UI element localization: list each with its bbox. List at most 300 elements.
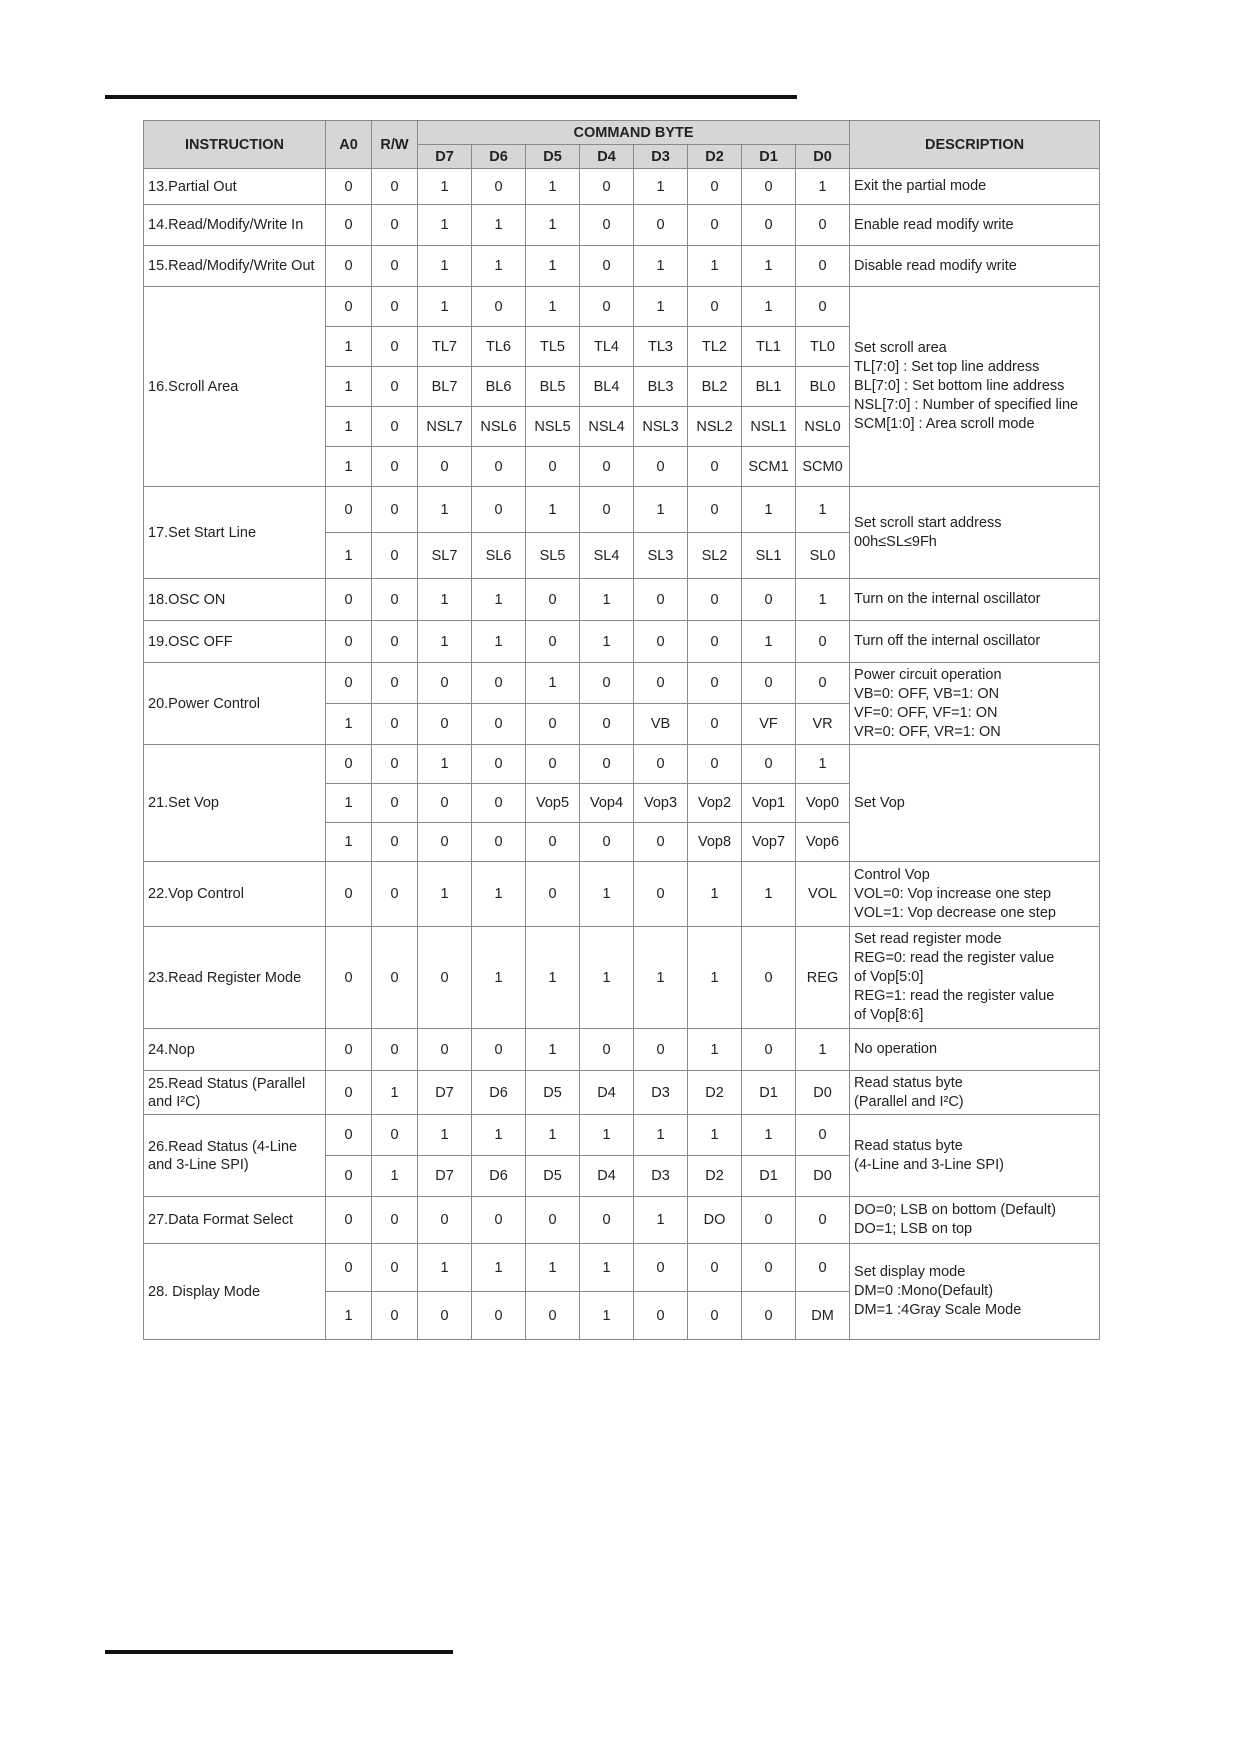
instruction-name: 16.Scroll Area xyxy=(144,287,326,487)
instruction-name: 21.Set Vop xyxy=(144,745,326,862)
bit-d5-value: 1 xyxy=(526,1029,580,1071)
bit-d5-value: 1 xyxy=(526,1244,580,1292)
bit-d5-value: 0 xyxy=(526,1197,580,1244)
description-line: VF=0: OFF, VF=1: ON xyxy=(854,704,998,721)
a0-value: 0 xyxy=(326,1244,372,1292)
bit-d1-value: BL1 xyxy=(742,367,796,407)
table-row xyxy=(144,169,1100,205)
description-line: Disable read modify write xyxy=(854,257,1017,274)
bit-d4-value: D4 xyxy=(580,1071,634,1115)
rw-value: 0 xyxy=(372,327,418,367)
rw-value: 0 xyxy=(372,367,418,407)
bit-d4-value: Vop4 xyxy=(580,784,634,823)
bit-d1-value: 0 xyxy=(742,927,796,1029)
bit-d5-value: 0 xyxy=(526,823,580,862)
bit-d3-value: 0 xyxy=(634,621,688,663)
bit-d2-value: 0 xyxy=(688,1292,742,1340)
bit-d0-value: 0 xyxy=(796,287,850,327)
header-rw: R/W xyxy=(372,121,418,169)
description-line: SCM[1:0] : Area scroll mode xyxy=(854,416,1035,432)
bit-d4-value: 1 xyxy=(580,862,634,927)
instruction-name: 26.Read Status (4-Line and 3-Line SPI) xyxy=(144,1115,326,1197)
bit-d1-value: SL1 xyxy=(742,533,796,579)
rw-value: 1 xyxy=(372,1156,418,1197)
bit-d7-value: TL7 xyxy=(418,327,472,367)
bit-d1-value: 0 xyxy=(742,1244,796,1292)
a0-value: 1 xyxy=(326,447,372,487)
bit-d6-value: SL6 xyxy=(472,533,526,579)
instruction-description xyxy=(850,1071,1100,1115)
description-line: Set scroll start address xyxy=(854,514,1002,531)
command-table xyxy=(143,120,1100,1340)
bit-d4-value: 0 xyxy=(580,1029,634,1071)
bit-d1-value: 0 xyxy=(742,1292,796,1340)
table-row xyxy=(144,1071,1100,1115)
bit-d7-value: 1 xyxy=(418,287,472,327)
a0-value: 0 xyxy=(326,745,372,784)
bit-d6-value: 1 xyxy=(472,1244,526,1292)
bit-d6-value: 0 xyxy=(472,1292,526,1340)
bit-d0-value: DM xyxy=(796,1292,850,1340)
bit-d4-value: 1 xyxy=(580,1244,634,1292)
a0-value: 0 xyxy=(326,169,372,205)
bit-d1-value: Vop1 xyxy=(742,784,796,823)
instruction-description xyxy=(850,1244,1100,1340)
bit-d5-value: Vop5 xyxy=(526,784,580,823)
bit-d1-value: Vop7 xyxy=(742,823,796,862)
bit-d3-value: D3 xyxy=(634,1071,688,1115)
rw-value: 0 xyxy=(372,246,418,287)
instruction-name: 20.Power Control xyxy=(144,663,326,745)
bit-d2-value: D2 xyxy=(688,1071,742,1115)
table-row xyxy=(144,1029,1100,1071)
bit-d3-value: 0 xyxy=(634,823,688,862)
instruction-description xyxy=(850,287,1100,487)
rw-value: 0 xyxy=(372,663,418,704)
bit-d3-value: 0 xyxy=(634,663,688,704)
bit-d5-value: 0 xyxy=(526,862,580,927)
instruction-description xyxy=(850,205,1100,246)
a0-value: 0 xyxy=(326,1156,372,1197)
description-line: Exit the partial mode xyxy=(854,178,987,194)
bit-d7-value: 0 xyxy=(418,1292,472,1340)
bit-d6-value: 0 xyxy=(472,447,526,487)
bit-d2-value: 1 xyxy=(688,862,742,927)
bit-d4-value: 1 xyxy=(580,579,634,621)
bit-d3-value: 1 xyxy=(634,1115,688,1156)
bit-d7-value: 0 xyxy=(418,447,472,487)
bit-d3-value: 0 xyxy=(634,1244,688,1292)
bit-d6-value: 0 xyxy=(472,745,526,784)
description-line: Set Vop xyxy=(854,794,905,811)
a0-value: 0 xyxy=(326,287,372,327)
bit-d3-value: 0 xyxy=(634,1292,688,1340)
bit-d6-value: 1 xyxy=(472,579,526,621)
description-line: REG=0: read the register value xyxy=(854,950,1055,966)
bit-d0-value: D0 xyxy=(796,1071,850,1115)
bit-d2-value: TL2 xyxy=(688,327,742,367)
description-line: Set scroll area xyxy=(854,340,947,356)
bit-d3-value: 0 xyxy=(634,1029,688,1071)
bit-d6-value: 1 xyxy=(472,862,526,927)
bit-d1-value: 1 xyxy=(742,487,796,533)
bit-d2-value: BL2 xyxy=(688,367,742,407)
bit-d3-value: TL3 xyxy=(634,327,688,367)
bit-d3-value: 1 xyxy=(634,246,688,287)
rw-value: 0 xyxy=(372,1029,418,1071)
bit-d0-value: 1 xyxy=(796,169,850,205)
bit-d3-value: 0 xyxy=(634,745,688,784)
bit-d1-value: 0 xyxy=(742,745,796,784)
bit-d0-value: 1 xyxy=(796,487,850,533)
table-row xyxy=(144,621,1100,663)
description-line: VOL=0: Vop increase one step xyxy=(854,885,1052,902)
instruction-name: 22.Vop Control xyxy=(144,862,326,927)
description-line: DO=0; LSB on bottom (Default) xyxy=(854,1202,1056,1218)
bit-d4-value: D4 xyxy=(580,1156,634,1197)
bit-d5-value: 0 xyxy=(526,745,580,784)
bit-d1-value: 1 xyxy=(742,1115,796,1156)
bit-d3-value: NSL3 xyxy=(634,407,688,447)
bit-d5-value: 0 xyxy=(526,447,580,487)
description-line: VR=0: OFF, VR=1: ON xyxy=(854,723,1001,740)
command-table-body xyxy=(144,169,1100,1340)
header-description: DESCRIPTION xyxy=(850,121,1100,169)
a0-value: 0 xyxy=(326,1071,372,1115)
bit-d7-value: 1 xyxy=(418,862,472,927)
bit-d0-value: VOL xyxy=(796,862,850,927)
bit-d7-value: 0 xyxy=(418,1029,472,1071)
instruction-description xyxy=(850,246,1100,287)
instruction-description xyxy=(850,862,1100,927)
bit-d3-value: SL3 xyxy=(634,533,688,579)
a0-value: 0 xyxy=(326,579,372,621)
bit-d5-value: 1 xyxy=(526,487,580,533)
bit-d4-value: 1 xyxy=(580,1292,634,1340)
bit-d6-value: D6 xyxy=(472,1071,526,1115)
instruction-name: 17.Set Start Line xyxy=(144,487,326,579)
bit-d6-value: 1 xyxy=(472,246,526,287)
bit-d4-value: 0 xyxy=(580,246,634,287)
bit-d4-value: 1 xyxy=(580,927,634,1029)
bit-d3-value: VB xyxy=(634,704,688,745)
bit-d0-value: TL0 xyxy=(796,327,850,367)
rw-value: 0 xyxy=(372,487,418,533)
header-a0: A0 xyxy=(326,121,372,169)
table-row xyxy=(144,1115,1100,1156)
bit-d6-value: 0 xyxy=(472,287,526,327)
table-row xyxy=(144,663,1100,704)
rw-value: 0 xyxy=(372,287,418,327)
bit-d4-value: 0 xyxy=(580,205,634,246)
bit-d4-value: 0 xyxy=(580,745,634,784)
instruction-description xyxy=(850,579,1100,621)
description-line: No operation xyxy=(854,1041,938,1057)
bit-d0-value: 0 xyxy=(796,621,850,663)
header-bit-d1: D1 xyxy=(742,145,796,169)
bit-d1-value: 0 xyxy=(742,579,796,621)
rw-value: 1 xyxy=(372,1071,418,1115)
bit-d3-value: 1 xyxy=(634,487,688,533)
bit-d7-value: 0 xyxy=(418,704,472,745)
bit-d2-value: 0 xyxy=(688,621,742,663)
bit-d4-value: 1 xyxy=(580,1115,634,1156)
a0-value: 1 xyxy=(326,327,372,367)
a0-value: 0 xyxy=(326,862,372,927)
instruction-description xyxy=(850,1115,1100,1197)
description-line: (Parallel and I²C) xyxy=(854,1093,964,1110)
bit-d2-value: 0 xyxy=(688,169,742,205)
rw-value: 0 xyxy=(372,169,418,205)
a0-value: 1 xyxy=(326,533,372,579)
rw-value: 0 xyxy=(372,927,418,1029)
bit-d1-value: D1 xyxy=(742,1071,796,1115)
bit-d7-value: 1 xyxy=(418,1115,472,1156)
table-row xyxy=(144,1197,1100,1244)
bit-d7-value: SL7 xyxy=(418,533,472,579)
description-line: DM=1 :4Gray Scale Mode xyxy=(854,1302,1022,1318)
a0-value: 0 xyxy=(326,621,372,663)
bit-d5-value: D5 xyxy=(526,1071,580,1115)
bit-d1-value: VF xyxy=(742,704,796,745)
bit-d2-value: Vop2 xyxy=(688,784,742,823)
bit-d1-value: D1 xyxy=(742,1156,796,1197)
bit-d5-value: BL5 xyxy=(526,367,580,407)
rw-value: 0 xyxy=(372,621,418,663)
a0-value: 1 xyxy=(326,1292,372,1340)
description-line: Power circuit operation xyxy=(854,666,1002,683)
bit-d2-value: NSL2 xyxy=(688,407,742,447)
bit-d3-value: Vop3 xyxy=(634,784,688,823)
description-line: of Vop[8:6] xyxy=(854,1007,924,1023)
bit-d2-value: 1 xyxy=(688,246,742,287)
description-line: Set display mode xyxy=(854,1264,966,1280)
description-line: VOL=1: Vop decrease one step xyxy=(854,904,1056,921)
bit-d0-value: VR xyxy=(796,704,850,745)
header-bit-d6: D6 xyxy=(472,145,526,169)
instruction-name: 27.Data Format Select xyxy=(144,1197,326,1244)
instruction-description xyxy=(850,487,1100,579)
bit-d3-value: 1 xyxy=(634,927,688,1029)
a0-value: 0 xyxy=(326,246,372,287)
bit-d0-value: SL0 xyxy=(796,533,850,579)
bit-d7-value: 0 xyxy=(418,1197,472,1244)
bit-d0-value: REG xyxy=(796,927,850,1029)
bit-d7-value: 1 xyxy=(418,1244,472,1292)
bit-d5-value: 0 xyxy=(526,621,580,663)
bit-d3-value: 0 xyxy=(634,447,688,487)
instruction-description xyxy=(850,663,1100,745)
description-line: DO=1; LSB on top xyxy=(854,1221,973,1237)
bit-d1-value: 0 xyxy=(742,1197,796,1244)
description-line: DM=0 :Mono(Default) xyxy=(854,1283,994,1299)
description-line: REG=1: read the register value xyxy=(854,988,1055,1004)
bit-d7-value: 1 xyxy=(418,745,472,784)
bit-d5-value: TL5 xyxy=(526,327,580,367)
bit-d6-value: 1 xyxy=(472,621,526,663)
a0-value: 1 xyxy=(326,823,372,862)
bit-d4-value: 0 xyxy=(580,704,634,745)
a0-value: 1 xyxy=(326,784,372,823)
bit-d6-value: 0 xyxy=(472,784,526,823)
bit-d2-value: D2 xyxy=(688,1156,742,1197)
rw-value: 0 xyxy=(372,1292,418,1340)
bit-d2-value: 0 xyxy=(688,745,742,784)
bit-d5-value: NSL5 xyxy=(526,407,580,447)
bit-d2-value: 0 xyxy=(688,663,742,704)
rw-value: 0 xyxy=(372,862,418,927)
bit-d4-value: 0 xyxy=(580,447,634,487)
bit-d5-value: 0 xyxy=(526,704,580,745)
description-line: TL[7:0] : Set top line address xyxy=(854,359,1040,375)
bit-d0-value: 0 xyxy=(796,1197,850,1244)
bit-d6-value: D6 xyxy=(472,1156,526,1197)
rw-value: 0 xyxy=(372,579,418,621)
bit-d7-value: 1 xyxy=(418,579,472,621)
description-line: Read status byte xyxy=(854,1137,963,1154)
description-line: VB=0: OFF, VB=1: ON xyxy=(854,685,1000,702)
bit-d2-value: DO xyxy=(688,1197,742,1244)
instruction-name: 15.Read/Modify/Write Out xyxy=(144,246,326,287)
bit-d6-value: 0 xyxy=(472,823,526,862)
bit-d0-value: NSL0 xyxy=(796,407,850,447)
rw-value: 0 xyxy=(372,407,418,447)
bit-d0-value: 1 xyxy=(796,579,850,621)
bit-d7-value: D7 xyxy=(418,1071,472,1115)
bit-d5-value: SL5 xyxy=(526,533,580,579)
bit-d2-value: 0 xyxy=(688,287,742,327)
description-line: (4-Line and 3-Line SPI) xyxy=(854,1156,1004,1173)
bit-d7-value: D7 xyxy=(418,1156,472,1197)
bit-d2-value: 1 xyxy=(688,1029,742,1071)
header-bit-d7: D7 xyxy=(418,145,472,169)
description-line: Enable read modify write xyxy=(854,216,1014,233)
instruction-name: 23.Read Register Mode xyxy=(144,927,326,1029)
bit-d5-value: 0 xyxy=(526,1292,580,1340)
bit-d7-value: 1 xyxy=(418,169,472,205)
bit-d1-value: 1 xyxy=(742,246,796,287)
a0-value: 0 xyxy=(326,663,372,704)
bit-d1-value: SCM1 xyxy=(742,447,796,487)
table-row xyxy=(144,246,1100,287)
bit-d4-value: 1 xyxy=(580,621,634,663)
bit-d2-value: 0 xyxy=(688,1244,742,1292)
bit-d6-value: 0 xyxy=(472,487,526,533)
bit-d1-value: 0 xyxy=(742,169,796,205)
bit-d0-value: 0 xyxy=(796,663,850,704)
header-instruction: INSTRUCTION xyxy=(144,121,326,169)
bit-d4-value: 0 xyxy=(580,823,634,862)
bit-d0-value: BL0 xyxy=(796,367,850,407)
instruction-name: 18.OSC ON xyxy=(144,579,326,621)
bit-d0-value: Vop6 xyxy=(796,823,850,862)
bit-d0-value: 0 xyxy=(796,1244,850,1292)
bit-d7-value: 0 xyxy=(418,663,472,704)
bit-d6-value: 1 xyxy=(472,205,526,246)
bit-d2-value: 0 xyxy=(688,704,742,745)
bit-d1-value: 1 xyxy=(742,621,796,663)
header-bit-d2: D2 xyxy=(688,145,742,169)
description-line: Turn on the internal oscillator xyxy=(854,591,1041,607)
rw-value: 0 xyxy=(372,205,418,246)
rw-value: 0 xyxy=(372,533,418,579)
bit-d6-value: 0 xyxy=(472,1029,526,1071)
bit-d0-value: 0 xyxy=(796,246,850,287)
bit-d2-value: 0 xyxy=(688,447,742,487)
bit-d1-value: 0 xyxy=(742,663,796,704)
a0-value: 0 xyxy=(326,1115,372,1156)
description-line: NSL[7:0] : Number of specified line xyxy=(854,397,1079,413)
bit-d2-value: Vop8 xyxy=(688,823,742,862)
bit-d6-value: 0 xyxy=(472,663,526,704)
a0-value: 0 xyxy=(326,1029,372,1071)
table-row xyxy=(144,579,1100,621)
bit-d4-value: 0 xyxy=(580,287,634,327)
bit-d6-value: 1 xyxy=(472,927,526,1029)
bit-d1-value: 1 xyxy=(742,862,796,927)
bit-d0-value: Vop0 xyxy=(796,784,850,823)
bit-d5-value: 1 xyxy=(526,169,580,205)
table-row xyxy=(144,487,1100,533)
bit-d3-value: 1 xyxy=(634,287,688,327)
bit-d2-value: 1 xyxy=(688,927,742,1029)
instruction-description xyxy=(850,169,1100,205)
bit-d1-value: 0 xyxy=(742,1029,796,1071)
table-row xyxy=(144,205,1100,246)
header-command-byte: COMMAND BYTE xyxy=(418,121,850,145)
bit-d6-value: 0 xyxy=(472,169,526,205)
bit-d6-value: 0 xyxy=(472,704,526,745)
header-bit-d0: D0 xyxy=(796,145,850,169)
bit-d0-value: 0 xyxy=(796,205,850,246)
description-line: Turn off the internal oscillator xyxy=(854,633,1041,649)
bit-d4-value: BL4 xyxy=(580,367,634,407)
instruction-name: 19.OSC OFF xyxy=(144,621,326,663)
bit-d6-value: NSL6 xyxy=(472,407,526,447)
a0-value: 0 xyxy=(326,205,372,246)
bit-d6-value: 0 xyxy=(472,1197,526,1244)
bit-d7-value: 1 xyxy=(418,246,472,287)
bit-d6-value: BL6 xyxy=(472,367,526,407)
bit-d2-value: SL2 xyxy=(688,533,742,579)
a0-value: 0 xyxy=(326,927,372,1029)
bit-d4-value: TL4 xyxy=(580,327,634,367)
a0-value: 0 xyxy=(326,487,372,533)
table-row xyxy=(144,287,1100,327)
instruction-name: 14.Read/Modify/Write In xyxy=(144,205,326,246)
header-bit-d5: D5 xyxy=(526,145,580,169)
description-line: Set read register mode xyxy=(854,931,1002,947)
bit-d4-value: 0 xyxy=(580,169,634,205)
instruction-description xyxy=(850,1029,1100,1071)
bit-d0-value: 0 xyxy=(796,1115,850,1156)
a0-value: 0 xyxy=(326,1197,372,1244)
bit-d5-value: 1 xyxy=(526,1115,580,1156)
bit-d3-value: 0 xyxy=(634,205,688,246)
footer-rule xyxy=(105,1650,453,1654)
a0-value: 1 xyxy=(326,704,372,745)
bit-d5-value: 1 xyxy=(526,663,580,704)
description-line: of Vop[5:0] xyxy=(854,969,924,985)
bit-d4-value: 0 xyxy=(580,1197,634,1244)
bit-d7-value: BL7 xyxy=(418,367,472,407)
table-row xyxy=(144,1244,1100,1292)
bit-d3-value: 0 xyxy=(634,862,688,927)
bit-d7-value: 0 xyxy=(418,823,472,862)
description-line: 00h≤SL≤9Fh xyxy=(854,533,937,550)
rw-value: 0 xyxy=(372,1244,418,1292)
bit-d5-value: D5 xyxy=(526,1156,580,1197)
